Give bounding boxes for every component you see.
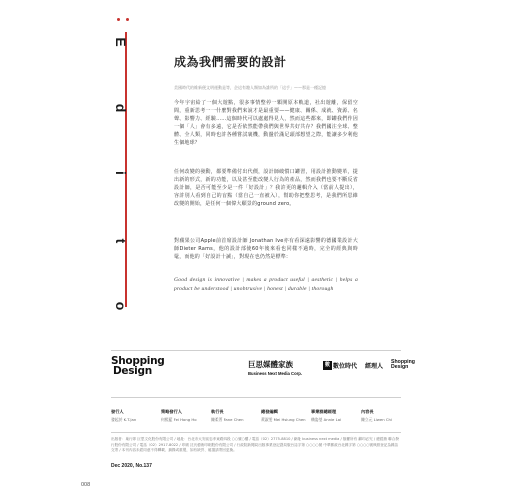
spine-letter: i [113,171,129,175]
spine-letter: E [113,37,129,47]
corp-name-zh: 巨思媒體家族 [248,360,293,369]
staff-role: 執行長 [211,409,224,414]
staff-name: 賴姿瑩 Annie Lai [311,417,342,422]
shopping-design-logo [111,356,164,376]
staff-role: 事業群總經理 [311,409,337,414]
corp-name [248,359,302,376]
article-paragraph: 對蘋果公司Apple前首席設計師 Jonathan Ive亦有看深遠影響的德國業設計大師Dieter Rams，他的設計部使60年後來看也同樣不過時，完全的經典與時髦，而他的「好設計十誡」，對現在也仍然是標準： [174,238,358,260]
staff-credit [311,409,361,423]
staff-credits [111,409,411,423]
editor-spine [113,28,129,311]
logo-text: 經理人 [365,362,384,370]
logo-line: Shopping [391,359,415,365]
staff-credit [161,409,211,423]
staff-role: 策略發行人 [161,409,182,414]
red-dot-right [126,18,129,21]
spine-letter: o [113,301,129,311]
staff-credit [211,409,261,423]
logo-line: Design [391,364,409,370]
staff-credit [111,409,161,423]
staff-credit [361,409,411,423]
issue-label: Dec 2020, No.137 [111,463,152,469]
staff-name: 黃淑雯 Mei Hsiung Chen [261,417,306,422]
staff-role: 總發編輯 [261,409,278,414]
staff-name: 何熙藍 Fei Hong Ho [161,417,197,422]
logo-line: Design [113,365,152,377]
partner-logos [323,360,415,370]
article-title: 成為我們需要的設計 [174,55,287,69]
logo-text: 數位時代 [333,362,358,370]
staff-role: 內容長 [361,409,374,414]
staff-name: 陳柔菁 Fane Chen [211,417,244,422]
red-dot-left [117,18,120,21]
staff-name: 發起於 K.T.Jan [111,417,137,422]
article-intro: 美國時代的維新便文明運動是等，企這有趣人類如為誰所的「這手」——那是一種記憶 [174,85,326,90]
article-paragraph: 任何改變的發動，都要準備付出代價，設計師破慣口罐習，用設計推動變革，提出新的形式，新的功能，以及甚至能改變人行為的產品，然而我們也要不斷反省設計師，是否可能至少是一件「好設計」？我許更的邏輯介入（當前人提出），容許別人看到自己的盲點（當自己一直被入），幫助你把整思考，是我們所思維改變的開始，是任何一個偉大願景的ground zero。 [174,169,358,207]
publication-info: 出版者：巢行即 巨思文化股份有限公司 / 地址：台北市大安區忠孝東路四段 ○○號○樓 / 電話（02）2775-8810 / 網址 business next media / 版權所有 翻印必究 / 總經銷 聯合發行股份有限公司 / 電話（02）2917-8022 / 印刷 沈氏藝術印刷股份有限公司 / 行政院新聞局出版事業登記證局版台誌字第 ○○○○號 中華郵政台北雜字第 ○○○○號執照登記為雜誌交寄 / 本刊內容未經同意不得轉載、摘錄或重製，如有缺頁、破損請寄回更換。 [111,437,399,453]
page-number: 008 [81,482,91,488]
design-principles-quote: Good design is innovative | makes a product useful | aesthetic | helps a product be understood | unobtrusive | honest | durable | thorough [174,277,358,292]
shopping-design-mini-logo [391,360,415,370]
corp-name-en: Business Next Media Corp. [248,371,302,376]
staff-credit [261,409,311,423]
spine-letter: d [113,103,129,113]
divider [111,350,401,351]
divider [111,432,401,433]
manager-today-logo [365,361,383,370]
staff-role: 發行人 [111,409,124,414]
digital-times-logo [323,361,357,370]
staff-name: 陳立元 Liwen Chi [361,417,392,422]
logo-line: Shopping [111,355,165,367]
spine-letter: t [113,238,129,244]
divider [111,397,401,398]
article-paragraph: 今年宇宙給了一個大遊點，很多事情整停一顆開原本軌道，社出遊離，保留空間，重新思考一一什麼對我們來說才是最重要——健康、關係、成就、資源、名聲、影響力、經驗……這個時代可以處處得見人，然而這些都來，即罐我們作因一個「人」會有多遠，它是否依然能帶我們與世界共好共存？我們國注全球、整體、全人類，同時也許各種嘗試裏機，動盪於滿足頭部想望之際，能讓多少利他生個地球？ [174,100,358,146]
logo-block-icon: 數 [324,361,330,368]
